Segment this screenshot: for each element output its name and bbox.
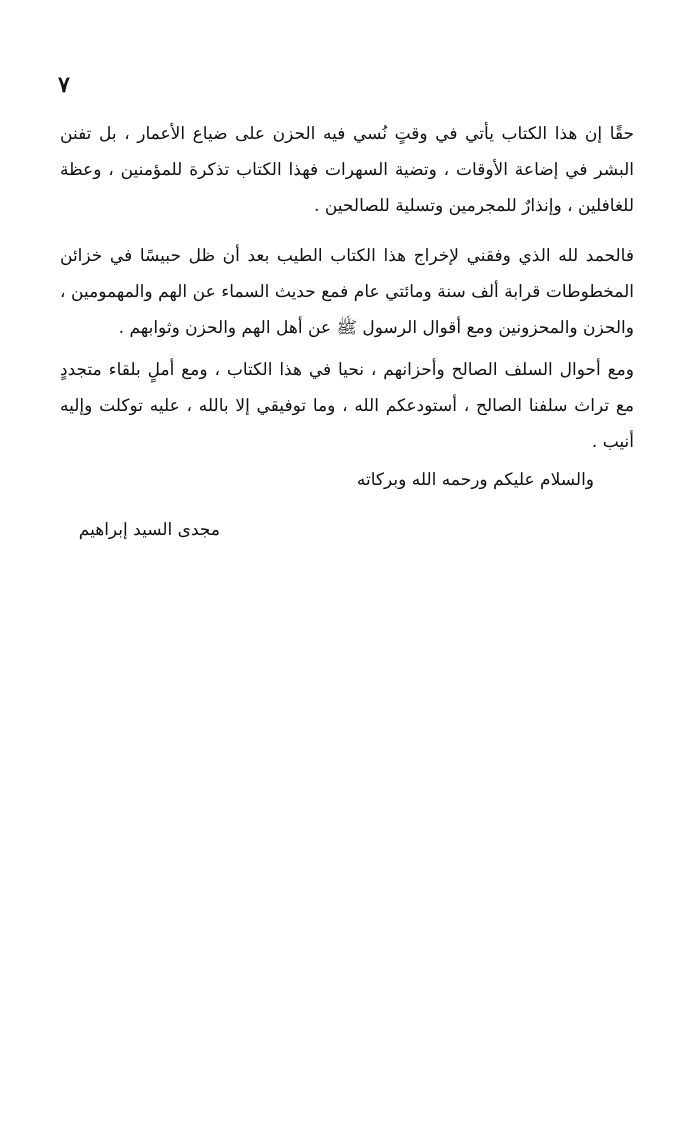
paragraph-3: ومع أحوال السلف الصالح وأحزانهم ، نحيا في هذا الكتاب ، ومع أملٍ بلقاء متجددٍ مع تراث سلفنا الصالح ، أستودعكم الله ، وما توفيقي إلا بالله ، عليه توكلت وإليه أنيب . [60,360,634,452]
closing-salutation: والسلام عليكم ورحمه الله وبركاته [356,470,594,490]
page-number: ٧ [58,72,70,98]
paragraph-1: حقًا إن هذا الكتاب يأتي في وقتٍ نُسي فيه الحزن على ضياع الأعمار ، بل تفنن البشر في إضاعة الأوقات ، وتضية السهرات فهذا الكتاب تذكرة للمؤمنين ، وعظة للغافلين ، وإنذارٌ للمجرمين وتسلية للصالحين . [60,124,634,216]
author-signature: مجدى السيد إبراهيم [78,520,220,540]
paragraph-2: فالحمد لله الذي وفقني لإخراج هذا الكتاب الطيب بعد أن ظل حبيسًا في خزائن المخطوطات قرابة ألف سنة ومائتي عام فمع حديث السماء عن الهم والمهمومين ، والحزن والمحزونين ومع أقوال الرسول ﷺ عن أهل الهم والحزن وثوابهم . [60,246,634,338]
